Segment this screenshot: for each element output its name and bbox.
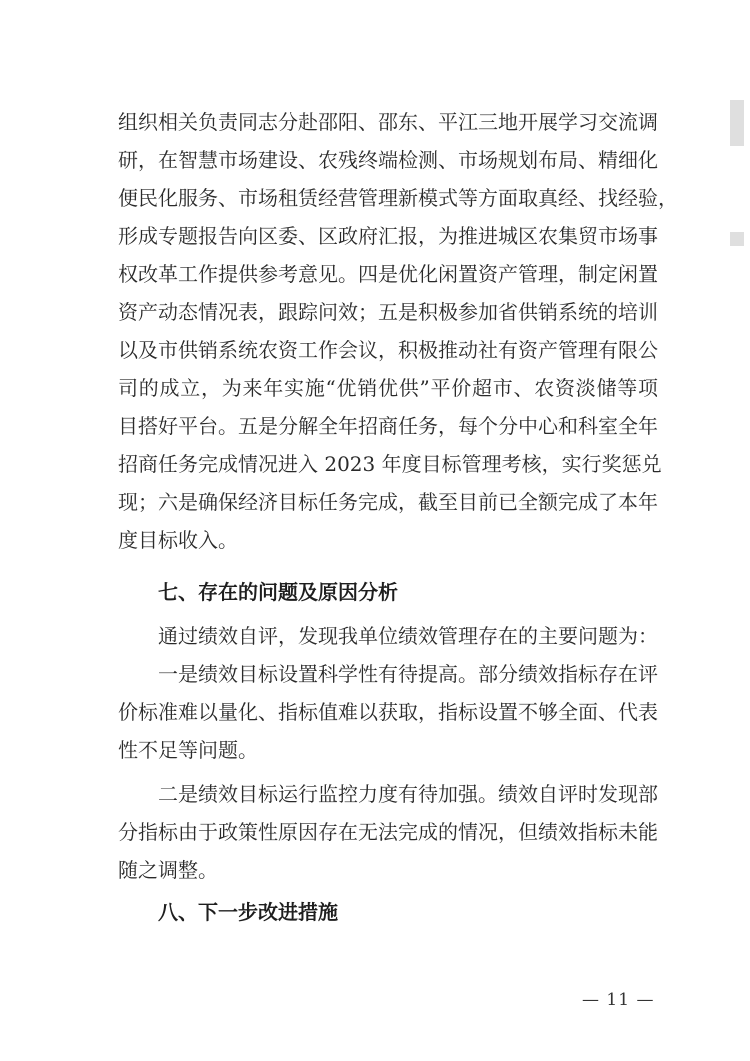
body-text-line: 度目标收入。 <box>118 528 238 552</box>
issue-text-line: 一是绩效目标设置科学性有待提高。部分绩效指标存在评 <box>158 662 658 686</box>
intro-text-line: 通过绩效自评，发现我单位绩效管理存在的主要问题为： <box>158 624 658 648</box>
body-text-line: 招商任务完成情况进入 2023 年度目标管理考核，实行奖惩兑 <box>118 452 662 476</box>
issue-text-line: 价标准难以量化、指标值难以获取，指标设置不够全面、代表 <box>118 700 658 724</box>
scan-edge-mark <box>730 100 744 146</box>
body-text-line: 目搭好平台。五是分解全年招商任务，每个分中心和科室全年 <box>118 414 658 438</box>
page-number: — 11 — <box>582 990 655 1010</box>
body-text-line: 以及市供销系统农资工作会议，积极推动社有资产管理有限公 <box>118 338 658 362</box>
body-text-line: 司的成立，为来年实施“优销优供”平价超市、农资淡储等项 <box>118 376 658 400</box>
body-text-line: 便民化服务、市场租赁经营管理新模式等方面取真经、找经验， <box>118 186 678 210</box>
scan-edge-mark <box>730 232 744 246</box>
issue-text-line: 二是绩效目标运行监控力度有待加强。绩效自评时发现部 <box>158 782 658 806</box>
body-text-line: 形成专题报告向区委、区政府汇报，为推进城区农集贸市场事 <box>118 224 658 248</box>
section-heading-7: 七、存在的问题及原因分析 <box>158 580 398 604</box>
issue-text-line: 分指标由于政策性原因存在无法完成的情况，但绩效指标未能 <box>118 820 658 844</box>
body-text-line: 研，在智慧市场建设、农残终端检测、市场规划布局、精细化 <box>118 148 658 172</box>
body-text-line: 现；六是确保经济目标任务完成，截至目前已全额完成了本年 <box>118 490 658 514</box>
body-text-line: 组织相关负责同志分赴邵阳、邵东、平江三地开展学习交流调 <box>118 110 658 134</box>
body-text-line: 资产动态情况表，跟踪问效；五是积极参加省供销系统的培训 <box>118 300 658 324</box>
issue-text-line: 性不足等问题。 <box>118 738 258 762</box>
body-text-line: 权改革工作提供参考意见。四是优化闲置资产管理，制定闲置 <box>118 262 658 286</box>
section-heading-8: 八、下一步改进措施 <box>158 900 338 924</box>
issue-text-line: 随之调整。 <box>118 858 218 882</box>
